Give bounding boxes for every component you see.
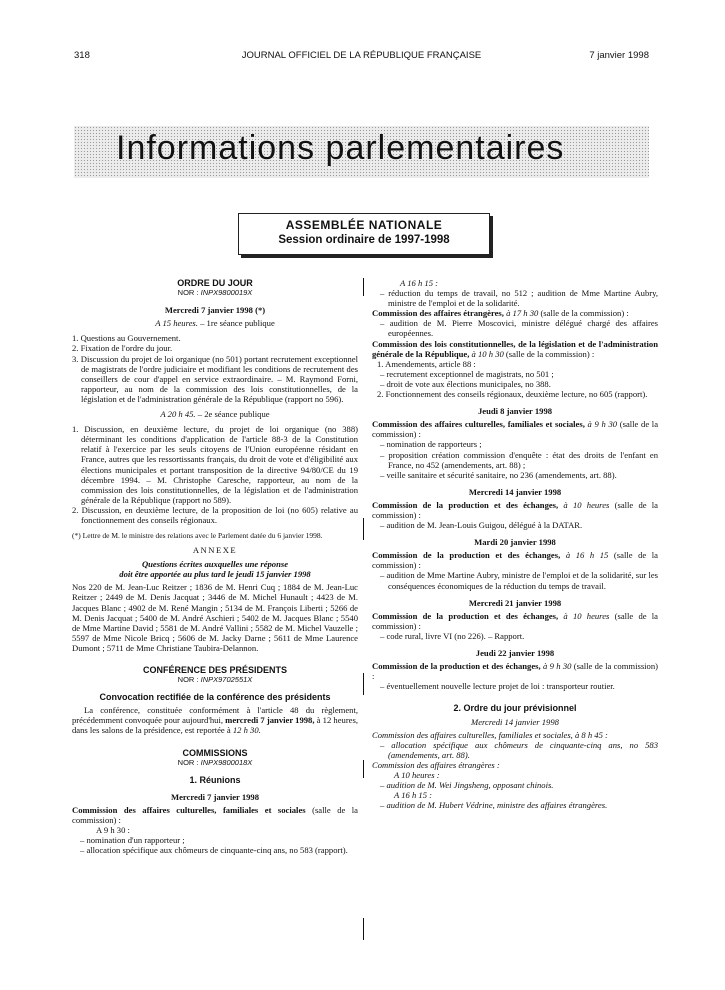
agenda-item: – éventuellement nouvelle lecture projet de loi : transporteur routier.	[380, 681, 615, 692]
seance-1: A 15 heures. – 1re séance publique	[155, 318, 275, 329]
agenda-item: – audition de M. Jean-Louis Guigou, délégué à la DATAR.	[380, 520, 583, 531]
agenda-item: – réduction du temps de travail, no 512 ; audition de Mme Martine Aubry, ministre de l'emploi et de la solidarité.	[380, 288, 658, 309]
commissions-day: Mercredi 7 janvier 1998	[170, 791, 260, 802]
agenda-item: – audition de M. Pierre Moscovici, ministre délégué chargé des affaires européennes.	[380, 318, 658, 339]
day-heading: Jeudi 8 janvier 1998	[477, 406, 553, 417]
conference-nor: NOR : INPX9702551X	[177, 675, 253, 685]
agenda-item: – nomination d'un rapporteur ;	[80, 835, 185, 846]
agenda-item: – droit de vote aux élections municipales, no 388.	[380, 378, 551, 389]
s1-item: 2. Fixation de l'ordre du jour.	[72, 343, 173, 354]
running-header	[74, 50, 649, 64]
ordre-nor: NOR : INPX9800019X	[177, 288, 253, 298]
commission-time: A 9 h 30 :	[96, 825, 130, 836]
s2-item: 2. Discussion, en deuxième lecture, de la proposition de loi (no 605) relative au fonctionnement des conseils régionaux.	[72, 504, 358, 525]
reunions-heading: 1. Réunions	[189, 774, 241, 785]
commission-entry: Commission des affaires culturelles, familiales et sociales (salle de la commission) :	[72, 804, 358, 826]
annexe-heading: ANNEXE	[192, 545, 238, 556]
page-number: 318	[74, 50, 90, 61]
assembly-box	[238, 213, 490, 255]
commission-entry: Commission des affaires étrangères :	[372, 759, 500, 770]
commission-entry: Commission de la production et des échanges, à 9 h 30 (salle de la commission) :	[372, 661, 659, 682]
commission-entry: Commission des affaires culturelles, familiales et sociales, à 9 h 30 (salle de la commission) :	[372, 419, 659, 440]
agenda-item: – recrutement exceptionnel de magistrats, no 501 ;	[380, 368, 554, 379]
commission-time: A 16 h 15 :	[394, 790, 433, 801]
agenda-item: – allocation spécifique aux chômeurs de cinquante-cinq ans, no 583 (amendements, art. 88).	[380, 739, 658, 760]
s2-item: 1. Discussion, en deuxième lecture, du projet de loi organique (no 388) déterminant les conditions d'application de l'article 88-3 de la Constitution relatif à l'exercice par les seuls citoyens de l'Union européenne résidant en France, autres que les ressortissants français, du droit de vote et d'éligibilité aux élections municipales et portant transposition de la directive 94/80/CE du 19 décembre 1994. – M. Christophe Caresche, rapporteur, au nom de la commission des lois constitutionnelles, de la législation et de l'administration générale de la République (rapport no 589).	[72, 424, 358, 505]
agenda-item: – veille sanitaire et sécurité sanitaire, no 236 (amendements, art. 88).	[380, 469, 617, 480]
day-heading: Jeudi 22 janvier 1998	[475, 648, 555, 658]
column-rules	[363, 278, 364, 978]
left-column	[72, 278, 358, 855]
cont-time: A 16 h 15 :	[400, 278, 439, 288]
annexe-text: Nos 220 de M. Jean-Luc Reitzer ; 1836 de M. Henri Cuq ; 1884 de M. Jean-Luc Reitzer ; 2449 de M. Denis Jacquat ; 3446 de M. Michel Hunault ; 4423 de M. Jacques Blanc ; 4902 de M. René Mangin ; 5134 de M. François Liberti ; 5266 de M. Denis Jacquat ; 5400 de M. André Aschieri ; 5402 de M. Jacques Blanc ; 5540 de Mme Martine David ; 5581 de M. André Vallini ; 5582 de M. Michel Vauzelle ; 5597 de Mme Nicole Bricq ; 5606 de M. Jacky Darne ; 5611 de Mme Laurence Dumont ; 5711 de Mme Christiane Taubira-Delannon.	[72, 582, 358, 653]
agenda-item: – proposition création commission d'enquête : état des droits de l'enfant en France, no 452 (amendements, art. 88) ;	[380, 449, 658, 470]
agenda-item: – code rural, livre VI (no 226). – Rapport.	[380, 630, 525, 641]
ordre-heading: ORDRE DU JOUR	[177, 278, 253, 288]
seance-2: A 20 h 45. – 2e séance publique	[160, 409, 270, 420]
right-column	[372, 278, 658, 810]
commission-entry: Commission de la production et des échanges, à 10 heures (salle de la commission) :	[372, 610, 658, 631]
agenda-item: – nomination de rapporteurs ;	[380, 439, 482, 450]
issue-date: 7 janvier 1998	[589, 50, 649, 61]
s1-item: 1. Questions au Gouvernement.	[72, 333, 181, 344]
annexe-title-1: Questions écrites auxquelles une réponse	[141, 559, 289, 570]
previsionnel-day: Mercredi 14 janvier 1998	[471, 717, 559, 728]
session-title: Session ordinaire de 1997-1998	[278, 234, 450, 246]
section-banner	[74, 126, 649, 178]
previsionnel-heading: 2. Ordre du jour prévisionnel	[453, 703, 577, 714]
journal-title: JOURNAL OFFICIEL DE LA RÉPUBLIQUE FRANÇAISE	[241, 50, 482, 61]
s1-item: 3. Discussion du projet de loi organique (no 501) portant recrutement exceptionnel de magistrats de l'ordre judiciaire et modifiant les conditions de recrutement des conseillers de cour d'appel en service extraordinaire. – M. Raymond Forni, rapporteur, au nom de la commission des lois constitutionnelles, de la législation et de l'administration générale de la République (rapport no 596).	[72, 353, 358, 404]
annexe-title-2: doit être apportée au plus tard le jeudi 15 janvier 1998	[119, 569, 311, 580]
commission-entry: Commission de la production et des échanges, à 10 heures (salle de la commission) :	[372, 499, 658, 520]
commission-entry: Commission de la production et des échanges, à 16 h 15 (salle de la commission) :	[372, 550, 658, 571]
ordre-day: Mercredi 7 janvier 1998 (*)	[164, 305, 266, 316]
commission-entry: Commission des affaires culturelles, familiales et sociales, à 8 h 45 :	[372, 729, 608, 740]
day-heading: Mardi 20 janvier 1998	[474, 537, 556, 548]
agenda-item: – audition de M. Hubert Védrine, ministre des affaires étrangères.	[380, 800, 608, 811]
banner-title: Informations parlementaires	[116, 129, 565, 167]
assembly-title: ASSEMBLÉE NATIONALE	[285, 218, 443, 232]
footnote: (*) Lettre de M. le ministre des relations avec le Parlement datée du 6 janvier 1998.	[72, 531, 323, 541]
commission-entry: Commission des affaires étrangères, à 17 h 30 (salle de la commission) :	[372, 308, 629, 319]
commission-entry: Commission des lois constitutionnelles, de la législation et de l'administration générale de la République, à 10 h 30 (salle de la commission) :	[372, 338, 658, 359]
commission-time: A 10 heures :	[394, 769, 440, 780]
agenda-item: – audition de M. Wei Jingsheng, opposant chinois.	[380, 780, 554, 791]
day-heading: Mercredi 14 janvier 1998	[468, 486, 562, 497]
agenda-item: – audition de Mme Martine Aubry, ministre de l'emploi et de la solidarité, sur les conséquences économiques de la réduction du temps de travail.	[380, 570, 658, 591]
commissions-nor: NOR : INPX9800018X	[177, 757, 253, 767]
conference-text: La conférence, constituée conformément à l'article 48 du règlement, précédemment convoquée pour aujourd'hui, mercredi 7 janvier 1998, à 12 heures, dans les salons de la présidence, est reportée à 12 h 30.	[72, 705, 358, 736]
agenda-item: 2. Fonctionnement des conseils régionaux, deuxième lecture, no 605 (rapport).	[377, 389, 648, 400]
commissions-heading: COMMISSIONS	[182, 747, 248, 758]
conference-subheading: Convocation rectifiée de la conférence des présidents	[99, 692, 331, 703]
conference-heading: CONFÉRENCE DES PRÉSIDENTS	[142, 665, 288, 675]
day-heading: Mercredi 21 janvier 1998	[468, 597, 562, 608]
agenda-item: 1. Amendements, article 88 :	[377, 358, 476, 369]
agenda-item: – allocation spécifique aux chômeurs de cinquante-cinq ans, no 583 (rapport).	[80, 845, 348, 856]
